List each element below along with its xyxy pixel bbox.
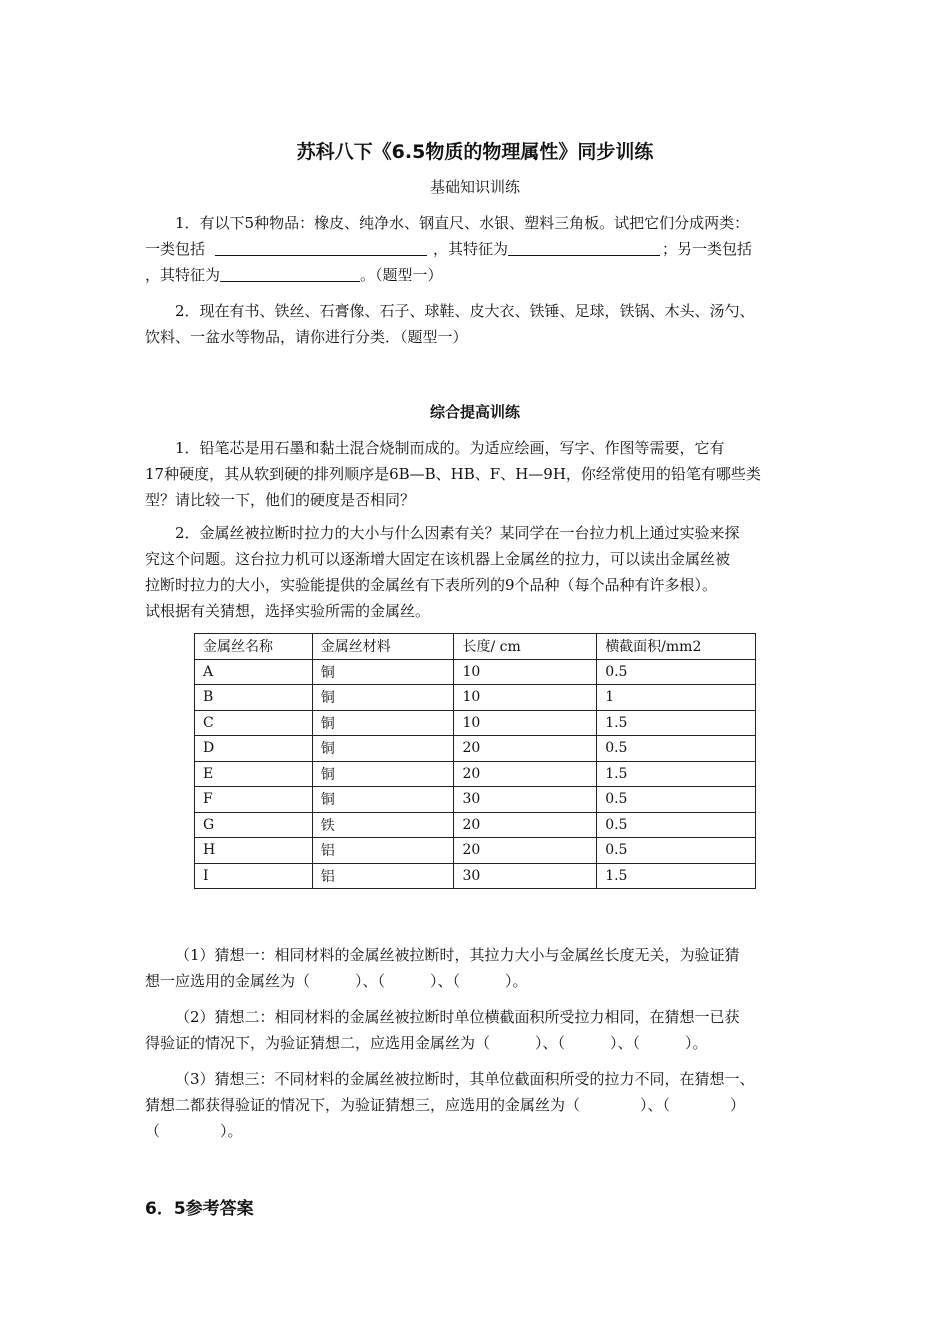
cell-length: 30 [454, 863, 597, 889]
question-1 [145, 210, 821, 288]
advanced-q2-line1: 2．金属丝被拉断时拉力的大小与什么因素有关？某同学在一台拉力机上通过实验来探 [175, 524, 740, 542]
header-wire-material: 金属丝材料 [312, 634, 454, 660]
table-row [195, 685, 756, 711]
page-title: 苏科八下《6.5物质的物理属性》同步训练 [296, 141, 654, 163]
cell-material: 铜 [312, 761, 454, 787]
cell-name: E [195, 761, 313, 787]
advanced-q1-line3: 型？请比较一下，他们的硬度是否相同？ [145, 491, 416, 509]
advanced-q2-line4: 试根据有关猜想，选择实验所需的金属丝。 [145, 602, 431, 620]
cell-material: 铜 [312, 736, 454, 762]
table-row [195, 710, 756, 736]
advanced-q1-line2: 17种硬度，其从软到硬的排列顺序是6B—B、HB、F、H—9H，你经常使用的铅笔有哪些类 [145, 465, 761, 483]
question-1-line1: 1．有以下5种物品：橡皮、纯净水、钢直尺、水银、塑料三角板。试把它们分成两类： [175, 214, 750, 232]
cell-material: 铁 [312, 812, 454, 838]
q1-part-e: 。（题型一） [360, 266, 443, 284]
cell-area: 0.5 [597, 659, 756, 685]
guess-2 [145, 1004, 821, 1056]
cell-name: I [195, 863, 313, 889]
cell-area: 0.5 [597, 838, 756, 864]
question-1-line2 [145, 236, 821, 262]
cell-name: C [195, 710, 313, 736]
guess-2-line1: （2）猜想二：相同材料的金属丝被拉断时单位横截面积所受拉力相同，在猜想一已获 [175, 1008, 740, 1026]
q1-part-c: ；另一类包括 [662, 240, 753, 258]
q1-part-a: 一类包括 [145, 240, 206, 258]
guess-1 [145, 942, 821, 994]
table-row [195, 863, 756, 889]
table-row [195, 812, 756, 838]
cell-area: 1.5 [597, 710, 756, 736]
cell-length: 30 [454, 787, 597, 813]
table-row [195, 787, 756, 813]
cell-name: H [195, 838, 313, 864]
cell-length: 10 [454, 710, 597, 736]
cell-area: 1 [597, 685, 756, 711]
guess-1-line2: 想一应选用的金属丝为（ ）、（ ）、（ ）。 [145, 972, 528, 990]
cell-material: 铝 [312, 838, 454, 864]
cell-area: 0.5 [597, 787, 756, 813]
cell-material: 铜 [312, 787, 454, 813]
guess-2-line2: 得验证的情况下，为验证猜想二，应选用金属丝为（ ）、（ ）、（ ）。 [145, 1034, 708, 1052]
cell-material: 铝 [312, 863, 454, 889]
cell-material: 铜 [312, 659, 454, 685]
cell-length: 10 [454, 685, 597, 711]
question-2 [145, 298, 821, 350]
header-length: 长度/ cm [454, 634, 597, 660]
cell-length: 20 [454, 812, 597, 838]
cell-name: F [195, 787, 313, 813]
cell-length: 20 [454, 736, 597, 762]
q1-blank-1 [215, 238, 427, 256]
guess-3-line3: （ ）。 [145, 1122, 243, 1140]
answers-heading: 6．5参考答案 [145, 1199, 254, 1219]
cell-area: 0.5 [597, 812, 756, 838]
question-2-line1: 2．现在有书、铁丝、石膏像、石子、球鞋、皮大衣、铁锤、足球，铁锅、木头、汤勺、 [175, 302, 755, 320]
cell-name: D [195, 736, 313, 762]
advanced-q1-line1: 1．铅笔芯是用石墨和黏土混合烧制而成的。为适应绘画，写字、作图等需要，它有 [175, 439, 725, 457]
section-heading-basic: 基础知识训练 [429, 178, 520, 196]
header-cross-section: 横截面积/mm2 [597, 634, 756, 660]
advanced-question-1 [145, 435, 821, 513]
table-row [195, 761, 756, 787]
cell-length: 10 [454, 659, 597, 685]
table-row [195, 736, 756, 762]
cell-name: B [195, 685, 313, 711]
guess-3-line2: 猜想二都获得验证的情况下，为验证猜想三，应选用的金属丝为（ ）、（ ） [145, 1096, 746, 1114]
guess-3 [145, 1066, 821, 1144]
table-header-row [195, 634, 756, 660]
advanced-q2-line3: 拉断时拉力的大小，实验能提供的金属丝有下表所列的9个品种（每个品种有许多根）。 [145, 576, 718, 594]
table-row [195, 659, 756, 685]
wire-table [194, 633, 756, 889]
section-heading-advanced: 综合提高训练 [429, 403, 520, 421]
advanced-question-2 [145, 520, 821, 624]
cell-name: A [195, 659, 313, 685]
q1-part-b: ，其特征为 [433, 240, 509, 258]
question-2-line2: 饮料、一盆水等物品，请你进行分类．（题型一） [145, 328, 468, 346]
header-wire-name: 金属丝名称 [195, 634, 313, 660]
guess-1-line1: （1）猜想一：相同材料的金属丝被拉断时，其拉力大小与金属丝长度无关，为验证猜 [175, 946, 740, 964]
table-row [195, 838, 756, 864]
advanced-q2-line2: 究这个问题。这台拉力机可以逐渐增大固定在该机器上金属丝的拉力，可以读出金属丝被 [145, 550, 731, 568]
cell-material: 铜 [312, 710, 454, 736]
q1-blank-2 [508, 238, 660, 256]
cell-length: 20 [454, 761, 597, 787]
q1-part-d: ，其特征为 [145, 266, 221, 284]
cell-length: 20 [454, 838, 597, 864]
cell-area: 1.5 [597, 863, 756, 889]
cell-material: 铜 [312, 685, 454, 711]
question-1-line3 [145, 262, 821, 288]
cell-area: 1.5 [597, 761, 756, 787]
cell-area: 0.5 [597, 736, 756, 762]
q1-blank-3 [220, 264, 360, 282]
cell-name: G [195, 812, 313, 838]
guess-3-line1: （3）猜想三：不同材料的金属丝被拉断时，其单位截面积所受的拉力不同，在猜想一、 [175, 1070, 755, 1088]
